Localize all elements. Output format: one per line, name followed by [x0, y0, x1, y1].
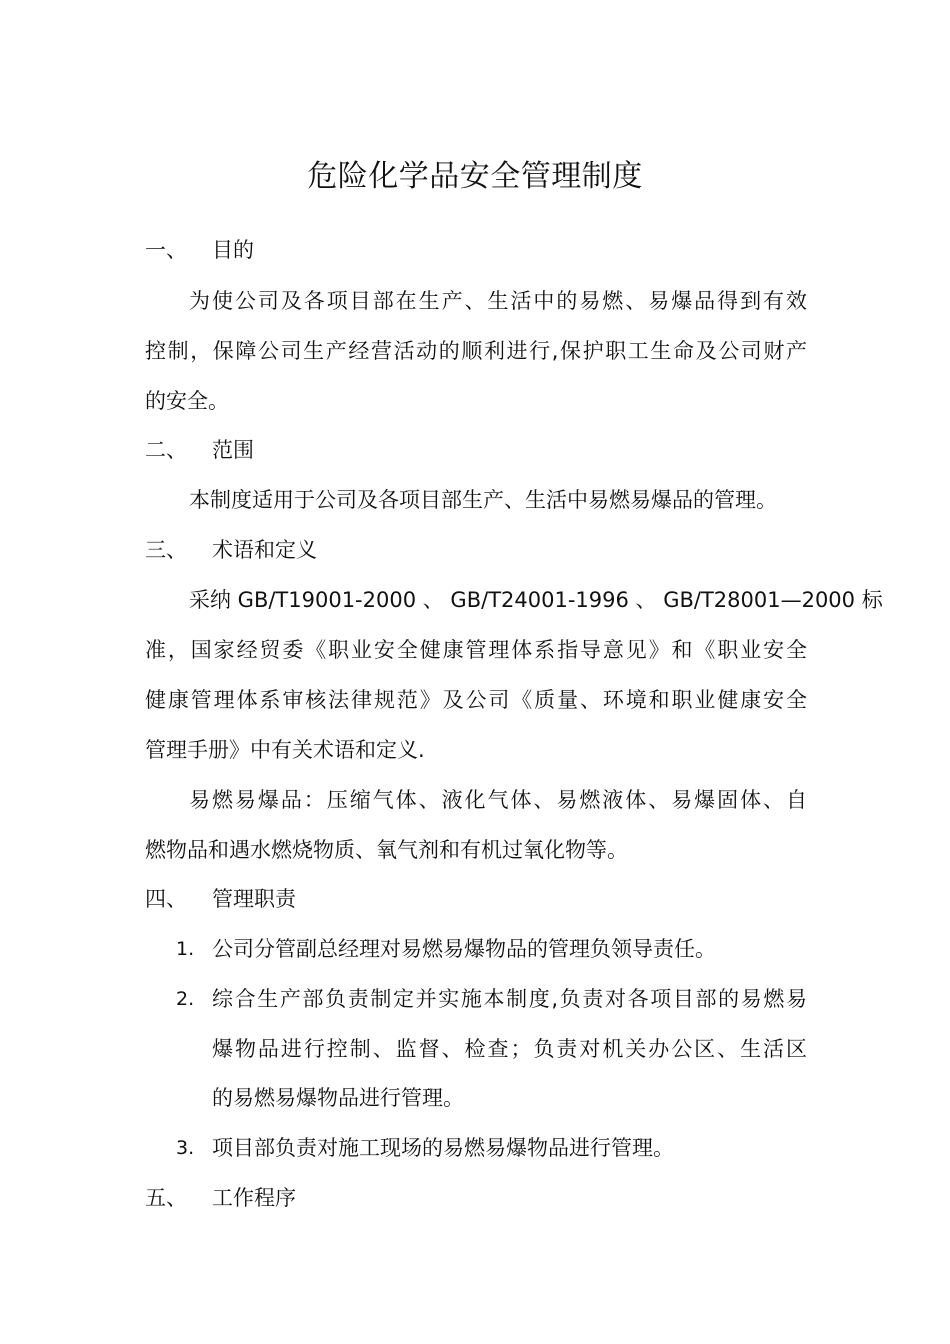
- section-heading: 范围: [212, 438, 254, 462]
- list-item-line: 的易燃易爆物品进行管理。: [212, 1086, 464, 1110]
- document-title: 危险化学品安全管理制度: [307, 159, 643, 194]
- list-item-number: 3.: [176, 1137, 195, 1159]
- section-heading: 术语和定义: [212, 538, 317, 562]
- section-number: 四、: [145, 887, 187, 911]
- paragraph-line: 本制度适用于公司及各项目部生产、生活中易燃易爆品的管理。: [189, 488, 777, 512]
- list-item-number: 1.: [176, 938, 195, 960]
- paragraph-line: 管理手册》中有关术语和定义.: [145, 738, 425, 762]
- list-item-line: 公司分管副总经理对易燃易爆物品的管理负领导责任。: [212, 937, 716, 961]
- paragraph-line: 燃物品和遇水燃烧物质、氧气剂和有机过氧化物等。: [145, 838, 628, 862]
- paragraph-line: 易燃易爆品：压缩气体、液化气体、易燃液体、易爆固体、自: [189, 788, 807, 812]
- section-number: 三、: [145, 538, 187, 562]
- paragraph-line: 健康管理体系审核法律规范》及公司《质量、环境和职业健康安全: [145, 688, 807, 712]
- section-heading: 管理职责: [212, 887, 296, 911]
- paragraph-line: 的安全。: [145, 389, 229, 413]
- section-number: 五、: [145, 1186, 187, 1210]
- section-heading: 工作程序: [212, 1186, 296, 1210]
- list-item-line: 综合生产部负责制定并实施本制度,负责对各项目部的易燃易: [212, 987, 807, 1011]
- paragraph-line: 为使公司及各项目部在生产、生活中的易燃、易爆品得到有效: [189, 289, 807, 313]
- list-item-line: 爆物品进行控制、监督、检查；负责对机关办公区、生活区: [212, 1037, 807, 1061]
- section-number: 一、: [145, 238, 187, 262]
- paragraph-line: 控制，保障公司生产经营活动的顺利进行,保护职工生命及公司财产: [145, 339, 807, 363]
- section-number: 二、: [145, 438, 187, 462]
- list-item-number: 2.: [176, 988, 195, 1010]
- paragraph-line: 准，国家经贸委《职业安全健康管理体系指导意见》和《职业安全: [145, 638, 807, 662]
- section-heading: 目的: [212, 238, 254, 262]
- list-item-line: 项目部负责对施工现场的易燃易爆物品进行管理。: [212, 1136, 674, 1160]
- paragraph-line: 采纳 GB/T19001-2000 、 GB/T24001-1996 、 GB/T28001—2000 标: [189, 588, 883, 612]
